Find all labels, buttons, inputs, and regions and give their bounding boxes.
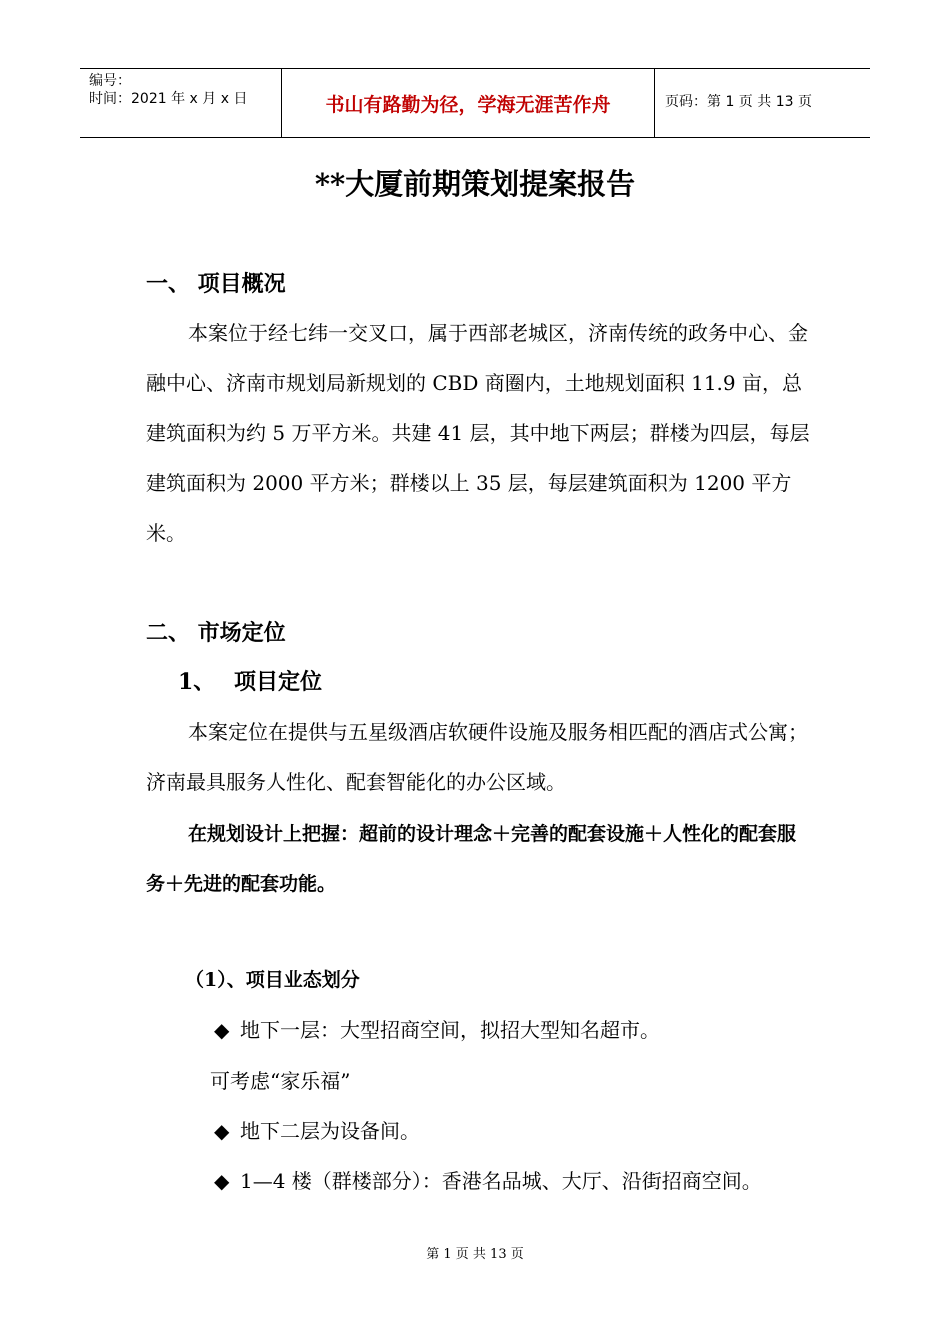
diamond-bullet-icon: ◆	[214, 1119, 230, 1143]
overview-paragraph: 本案位于经七纬一交叉口，属于西部老城区，济南传统的政务中心、金融中心、济南市规划局新规划的 CBD 商圈内，土地规划面积 11.9 亩，总建筑面积为约 5 万平方米。共建 41 层，其中地下两层；群楼为四层，每层建筑面积为 2000 平方米；群楼以上 35 层，每层建筑面积为 1200 平方米。	[146, 321, 810, 545]
header-motto: 书山有路勤为径，学海无涯苦作舟	[325, 94, 611, 116]
business-division-heading: （1）、项目业态划分	[185, 969, 360, 991]
page-footer: 第 1 页 共 13 页	[426, 1247, 524, 1262]
list-item-text: 1—4 楼（群楼部分）：香港名品城、大厅、沿街招商空间。	[240, 1169, 762, 1193]
section-heading-overview: 一、 项目概况	[146, 271, 286, 297]
header-info-cell	[80, 69, 282, 137]
diamond-bullet-icon: ◆	[214, 1169, 230, 1193]
positioning-paragraph: 本案定位在提供与五星级酒店软硬件设施及服务相匹配的酒店式公寓；济南最具服务人性化、配套智能化的办公区域。	[146, 720, 808, 794]
header-motto-cell	[282, 69, 655, 137]
list-item	[214, 1116, 420, 1146]
list-item-text: 地下二层为设备间。	[240, 1119, 420, 1143]
planning-design-paragraph: 在规划设计上把握：超前的设计理念＋完善的配套设施＋人性化的配套服务＋先进的配套功能。	[146, 823, 797, 895]
note-text: 可考虑“家乐福”	[210, 1069, 351, 1093]
document-number-label: 编号：	[89, 73, 131, 89]
document-date-label: 时间：2021 年 x 月 x 日	[89, 91, 248, 107]
list-item-text: 地下一层：大型招商空间，拟招大型知名超市。	[240, 1018, 660, 1042]
diamond-bullet-icon: ◆	[214, 1018, 230, 1042]
list-item	[214, 1015, 660, 1045]
header-page-info: 页码：第 1 页 共 13 页	[665, 94, 812, 110]
header-table	[80, 68, 870, 138]
subsection-heading-project-positioning	[178, 667, 322, 697]
subsection-number: 1、	[178, 669, 216, 695]
document-title: **大厦前期策划提案报告	[314, 167, 636, 201]
subsection-title: 项目定位	[234, 669, 323, 695]
list-item	[214, 1166, 762, 1196]
section-heading-market-positioning: 二、 市场定位	[146, 620, 286, 646]
header-page-cell	[655, 69, 870, 137]
